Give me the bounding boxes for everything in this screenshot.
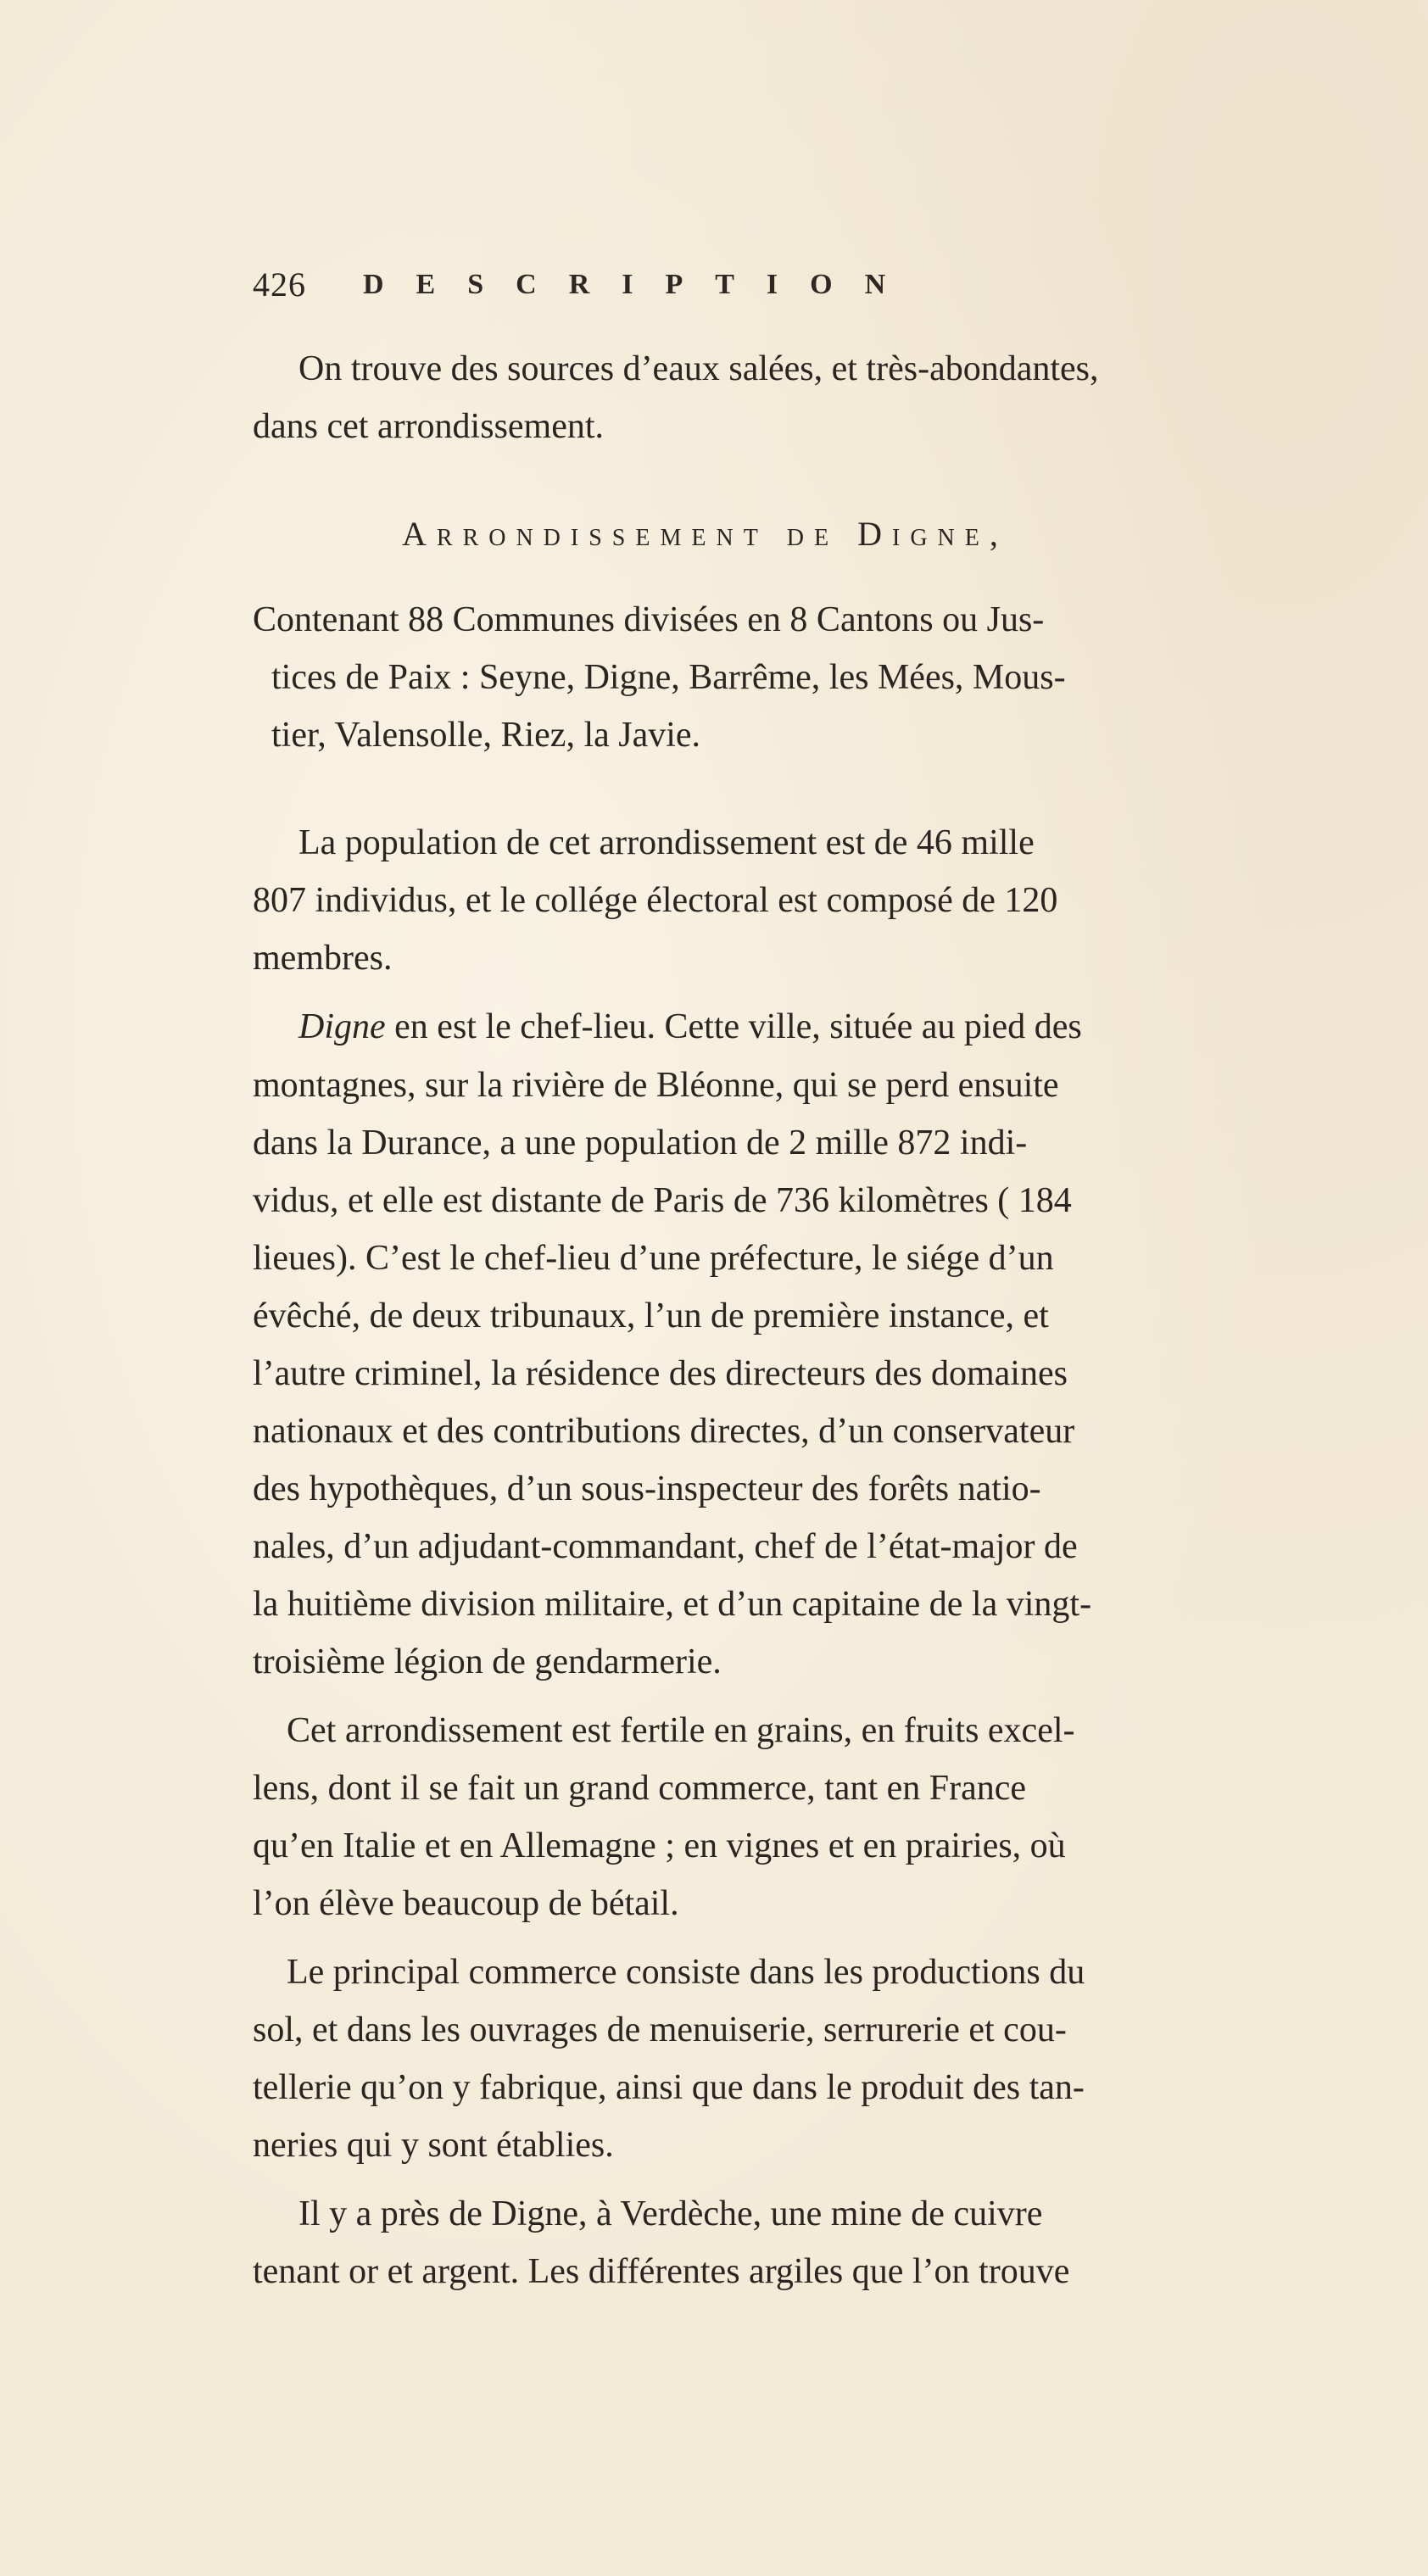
intro-line-2: dans cet arrondissement. [253,407,605,446]
p3-line-1-rest: en est le chef-lieu. Cette ville, située au pied des [385,1007,1082,1046]
p4-line-1: Cet arrondissement est fertile en grains, en fruits excel- [287,1711,1075,1750]
p2-line-2: 807 individus, et le collége électoral est composé de 120 [253,881,1058,920]
p4-line-4: l’on élève beaucoup de bétail. [253,1884,679,1923]
p5-line-2: sol, et dans les ouvrages de menuiserie, serrurerie et cou- [253,2010,1067,2049]
p1-line-3: tier, Valensolle, Riez, la Javie. [271,716,701,755]
running-head: DESCRIPTION [363,269,918,300]
p5-line-3: tellerie qu’on y fabrique, ainsi que dans le produit des tan- [253,2068,1085,2107]
p6-line-1: Il y a près de Digne, à Verdèche, une mine de cuivre [298,2194,1043,2233]
p2-line-3: membres. [253,939,393,978]
p6-line-2: tenant or et argent. Les différentes argiles que l’on trouve [253,2252,1070,2291]
p3-line-4: vidus, et elle est distante de Paris de 736 kilomètres ( 184 [253,1181,1072,1220]
p1-line-1: Contenant 88 Communes divisées en 8 Cantons ou Jus- [253,600,1045,639]
p3-line-9: des hypothèques, d’un sous-inspecteur des forêts natio- [253,1469,1041,1508]
section-title: Arrondissement de Digne, [402,515,1008,553]
p3-line-8: nationaux et des contributions directes, d’un conservateur [253,1412,1075,1451]
page-header [253,259,1101,310]
p3-line-12: troisième légion de gendarmerie. [253,1642,722,1681]
p3-line-1 [298,1001,1082,1052]
p3-line-2: montagnes, sur la rivière de Bléonne, qui se perd ensuite [253,1066,1059,1105]
p3-line-6: évêché, de deux tribunaux, l’un de première instance, et [253,1296,1049,1335]
intro-line-1: On trouve des sources d’eaux salées, et très-abondantes, [298,349,1099,388]
p3-line-7: l’autre criminel, la résidence des directeurs des domaines [253,1354,1068,1393]
page-number: 426 [253,265,306,304]
p4-line-2: lens, dont il se fait un grand commerce, tant en France [253,1769,1027,1808]
p3-line-5: lieues). C’est le chef-lieu d’une préfecture, le siége d’un [253,1239,1054,1278]
p4-line-3: qu’en Italie et en Allemagne ; en vignes et en prairies, où [253,1826,1066,1865]
p5-line-4: neries qui y sont établies. [253,2126,614,2165]
p3-line-11: la huitième division militaire, et d’un capitaine de la vingt- [253,1585,1092,1624]
p3-line-10: nales, d’un adjudant-commandant, chef de l’état-major de [253,1527,1078,1566]
p1-line-2: tices de Paix : Seyne, Digne, Barrême, les Mées, Mous- [271,658,1066,697]
p3-line-3: dans la Durance, a une population de 2 mille 872 indi- [253,1124,1028,1163]
place-name-digne: Digne [298,1007,386,1046]
p2-line-1: La population de cet arrondissement est de 46 mille [298,823,1035,862]
p5-line-1: Le principal commerce consiste dans les productions du [287,1953,1085,1992]
